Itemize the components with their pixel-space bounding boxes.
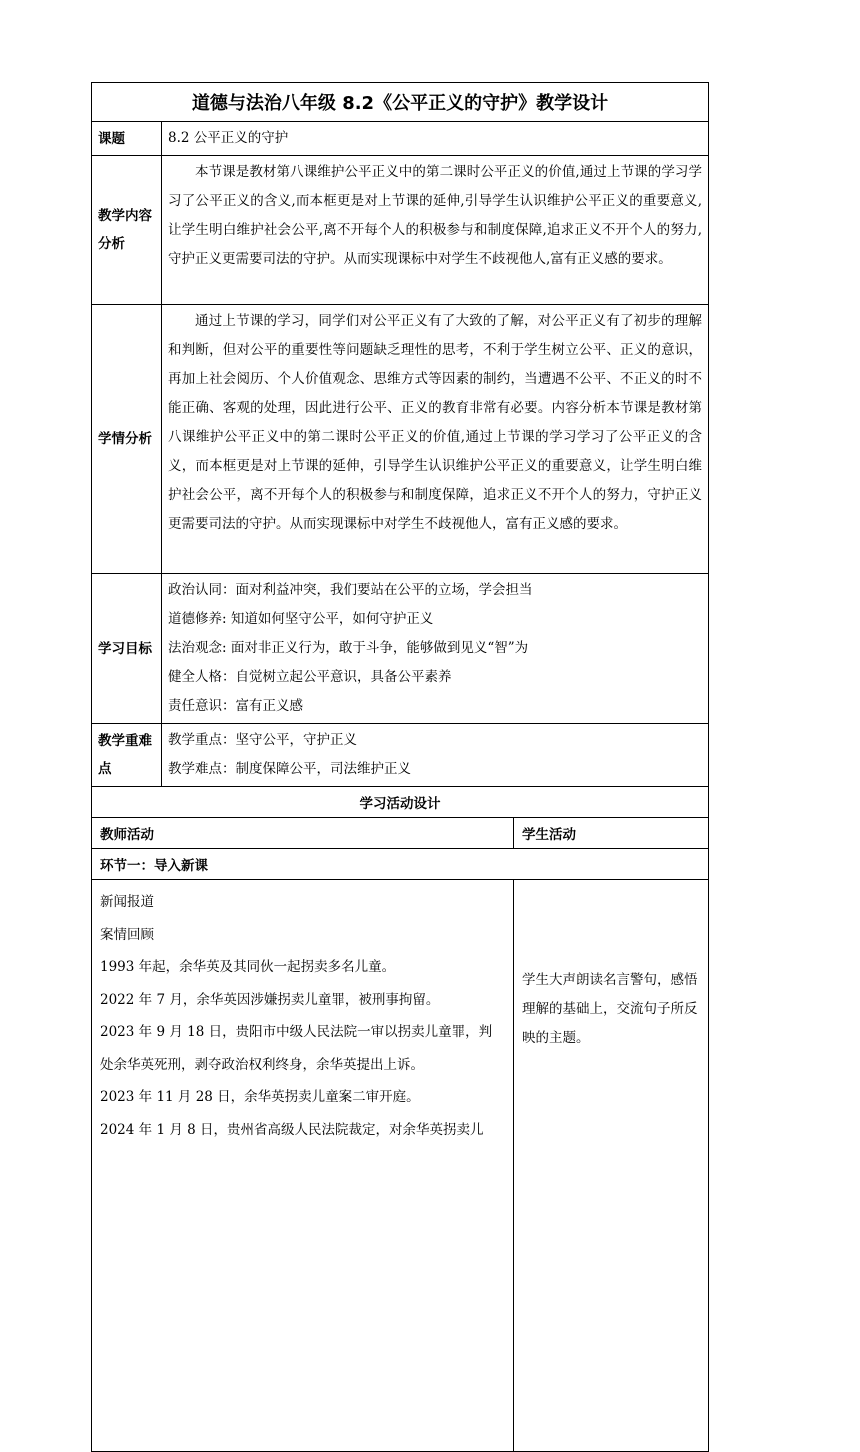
section-heading: 环节一：导入新课: [92, 849, 709, 880]
objective-item: 法治观念: 面对非正义行为，敢于斗争，能够做到见义“智”为: [168, 640, 529, 656]
learner-analysis-cell: [162, 305, 709, 574]
news-line: 2023 年 9 月 18 日，贵阳市中级人民法院一审以拐卖儿童罪，判处余华英死刑，剥夺政治权利终身，余华英提出上诉。: [100, 1024, 493, 1073]
objective-item: 政治认同：面对利益冲突，我们要站在公平的立场，学会担当: [168, 582, 533, 598]
key-points-cell: [162, 724, 709, 787]
objective-item: 健全人格：自觉树立起公平意识，具备公平素养: [168, 669, 452, 685]
news-line: 2022 年 7 月，余华英因涉嫌拐卖儿童罪，被刑事拘留。: [100, 991, 440, 1008]
objectives-cell: [162, 574, 709, 724]
topic-value: 8.2 公平正义的守护: [162, 122, 709, 156]
activity-design-heading: 学习活动设计: [92, 787, 709, 818]
objective-item: 道德修养: 知道如何坚守公平，如何守护正义: [168, 611, 434, 627]
content-analysis-cell: [162, 156, 709, 305]
learner-analysis-label: 学情分析: [92, 305, 162, 574]
news-line: 案情回顾: [100, 926, 154, 943]
topic-label: 课题: [92, 122, 162, 156]
key-difficulty: 教学难点：制度保障公平，司法维护正义: [168, 761, 411, 777]
key-focus: 教学重点：坚守公平，守护正义: [168, 732, 357, 748]
lesson-plan-table: [91, 82, 709, 1452]
student-activity-text: 学生大声朗读名言警句，感悟理解的基础上，交流句子所反映的主题。: [514, 880, 709, 1452]
news-line: 新闻报道: [100, 894, 154, 910]
content-analysis-label: 教学内容分析: [92, 156, 162, 305]
news-line: 2024 年 1 月 8 日，贵州省高级人民法院裁定，对余华英拐卖儿: [100, 1121, 484, 1138]
document-title: 道德与法治八年级 8.2《公平正义的守护》教学设计: [92, 83, 709, 122]
key-points-label: 教学重难点: [92, 724, 162, 787]
teacher-activity-header: 教师活动: [92, 818, 514, 849]
student-activity-header: 学生活动: [514, 818, 709, 849]
news-report-cell: [92, 880, 514, 1452]
objectives-label: 学习目标: [92, 574, 162, 724]
objective-item: 责任意识：富有正义感: [168, 698, 303, 714]
news-line: 2023 年 11 月 28 日，余华英拐卖儿童案二审开庭。: [100, 1089, 420, 1105]
news-line: 1993 年起，余华英及其同伙一起拐卖多名儿童。: [100, 959, 396, 975]
content-analysis-text: 本节课是教材第八课维护公平正义中的第二课时公平正义的价值,通过上节课的学习学习了公平正义的含义,而本框更是对上节课的延伸,引导学生认识维护公平正义的重要意义,让学生明白维护社会公平,离不开每个人的积极参与和制度保障,追求正义不开个人的努力,守护正义更需要司法的守护。从而实现课标中对学生不歧视他人,富有正义感的要求。: [168, 164, 703, 267]
learner-analysis-text: 通过上节课的学习，同学们对公平正义有了大致的了解，对公平正义有了初步的理解和判断，但对公平的重要性等问题缺乏理性的思考，不利于学生树立公平、正义的意识，再加上社会阅历、个人价值观念、思维方式等因素的制约，当遭遇不公平、不正义的时不能正确、客观的处理，因此进行公平、正义的教育非常有必要。内容分析本节课是教材第八课维护公平正义中的第二课时公平正义的价值,通过上节课的学习学习了公平正义的含义，而本框更是对上节课的延伸，引导学生认识维护公平正义的重要意义，让学生明白维护社会公平，离不开每个人的积极参与和制度保障，追求正义不开个人的努力，守护正义更需要司法的守护。从而实现课标中对学生不歧视他人，富有正义感的要求。: [168, 313, 703, 532]
